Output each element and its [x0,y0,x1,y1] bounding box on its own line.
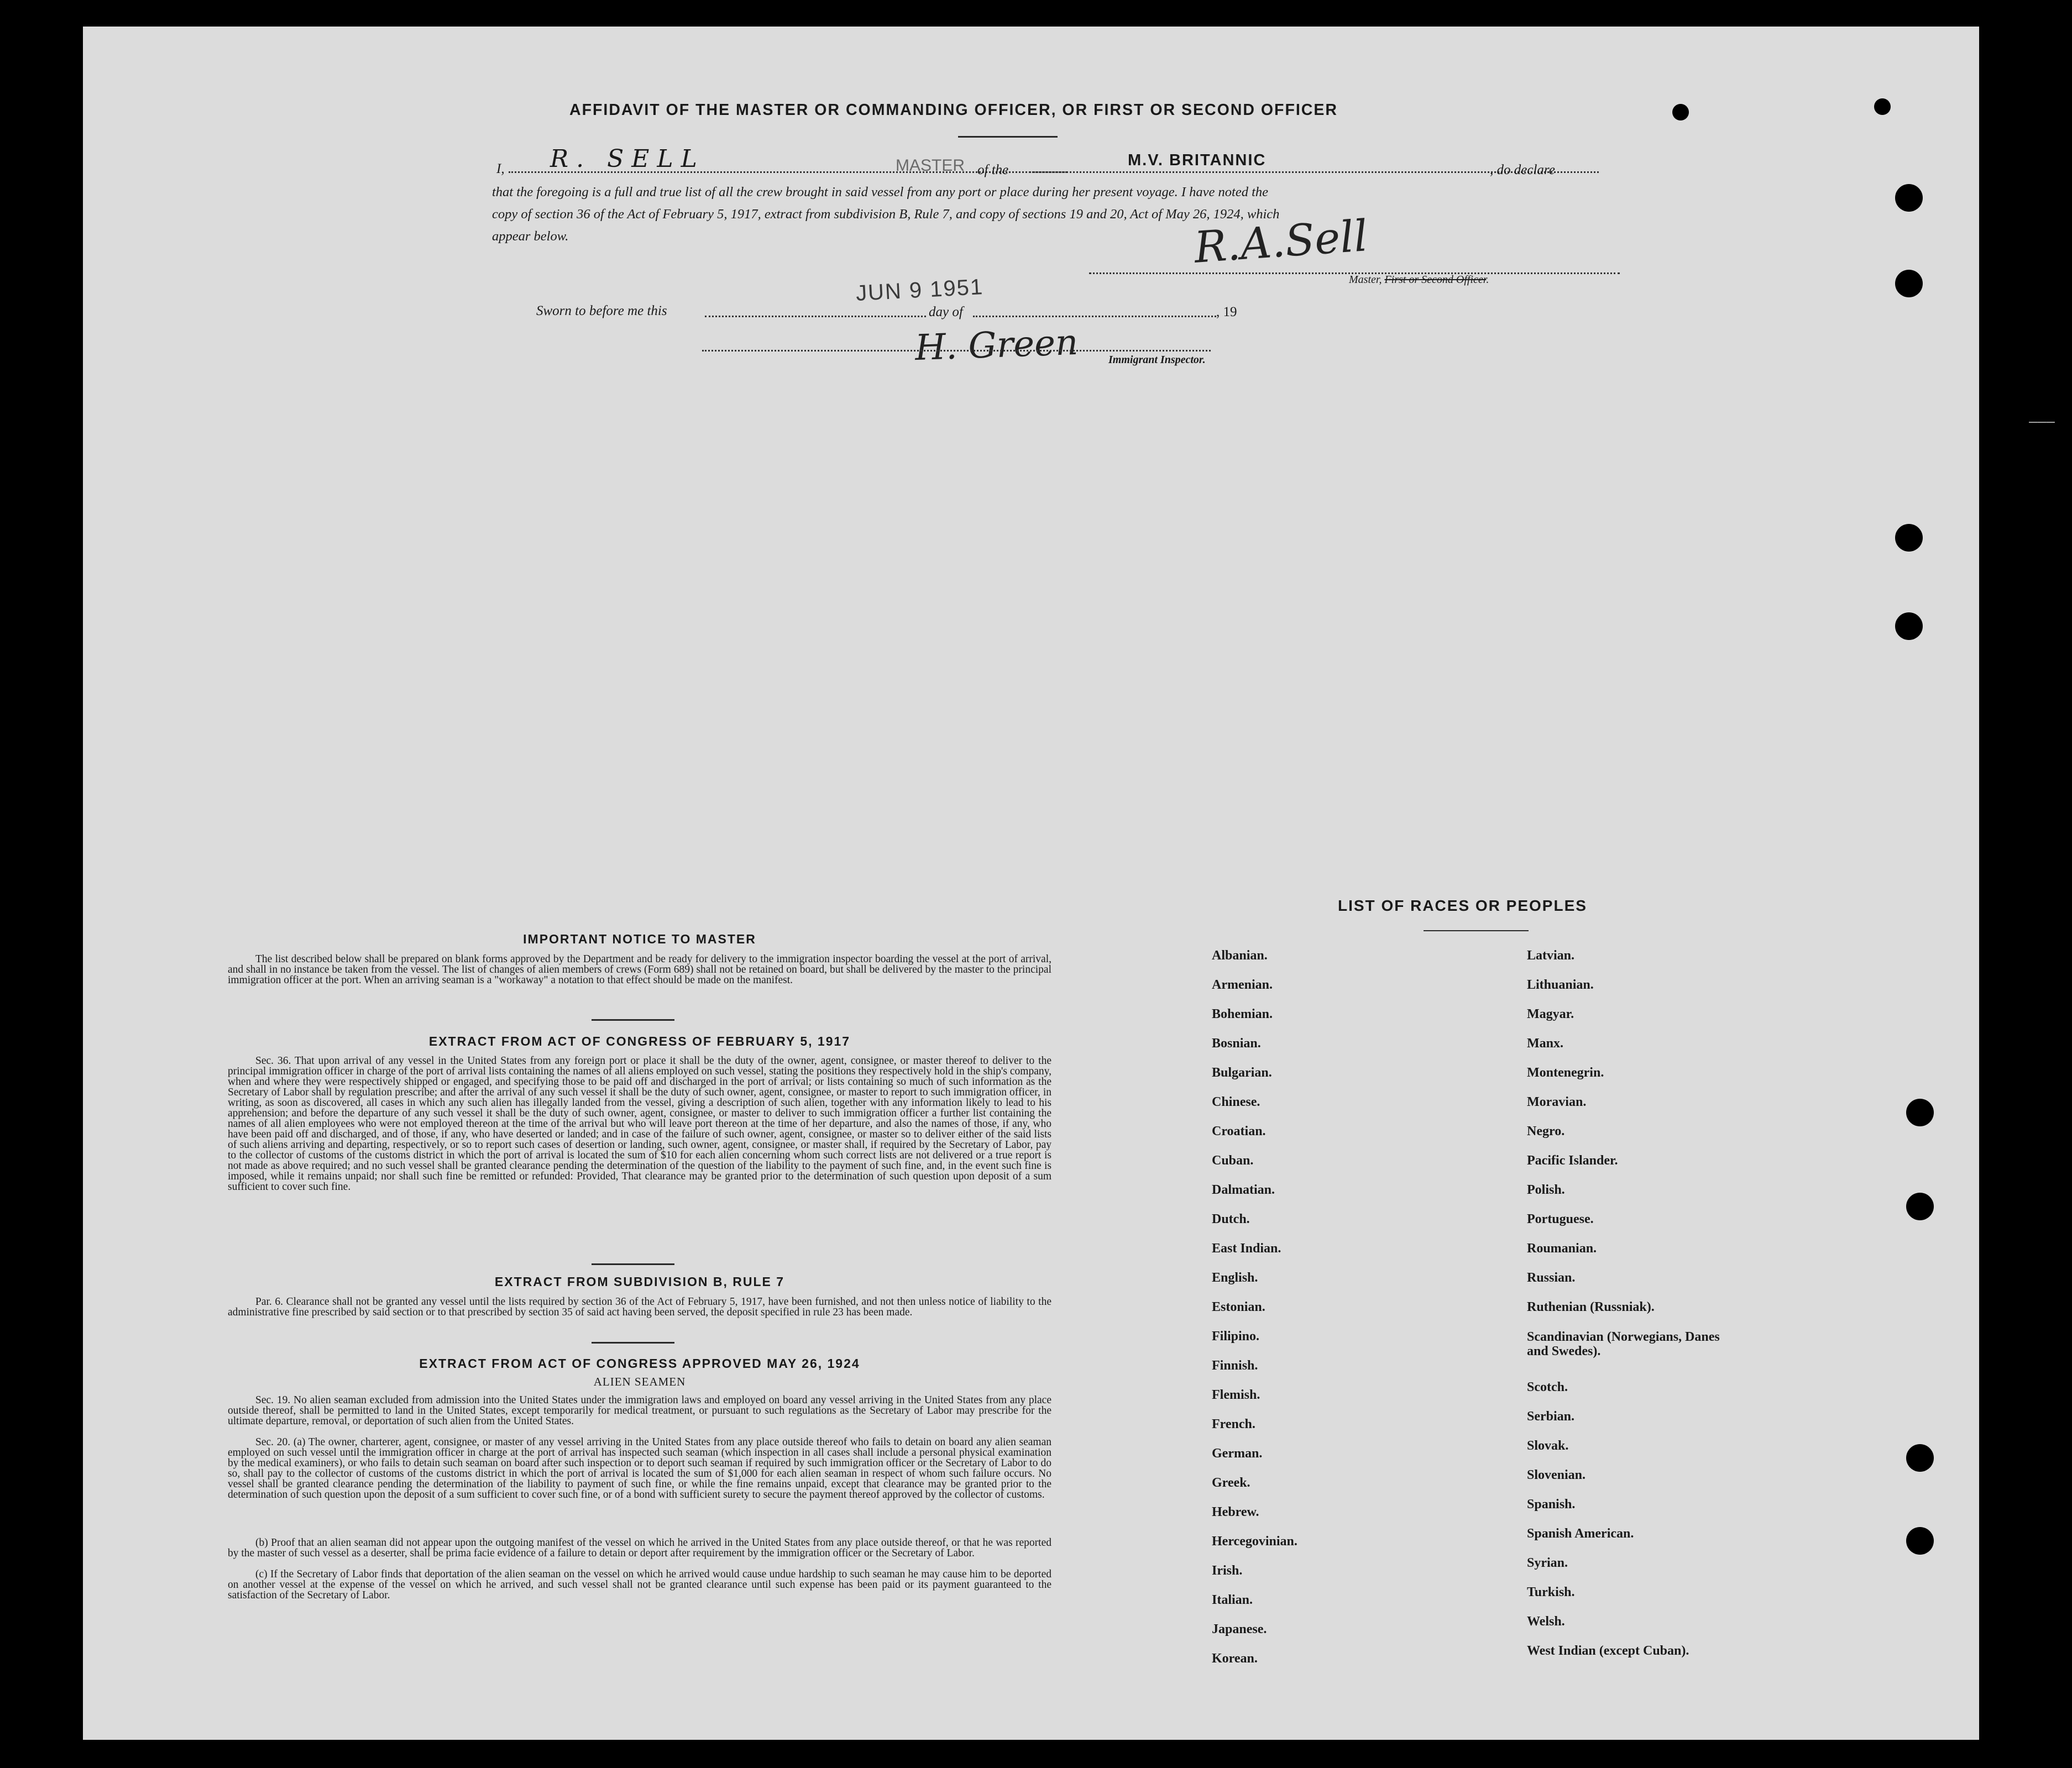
race-item: Bohemian. [1212,1007,1273,1021]
section-36-text: Sec. 36. That upon arrival of any vessel in the United States from any foreign port or place it shall be the duty of the owner, agent, consignee, or master thereof to deliver to the principal immigration officer in charge of the port of arrival lists containing the names of all aliens employed on such vessel, stating the positions they respectively hold in the ship's company, when and where they were respectively shipped or engaged, and specifying those to be paid off and discharged in the port of arrival; or lists containing so much of such information as the Secretary of Labor shall by regulation prescribe; and after the arrival of any such vessel it shall be the duty of such owner, agent, consignee, or master to report to such immigration officer, in writing, as soon as discovered, all cases in which any such alien has illegally landed from the vessel, giving a description of such alien, together with any information likely to lead to his apprehension; and before the departure of any such vessel it shall be the duty of such owner, agent, consignee, or master to deliver to such immigration officer a further list containing the names of all alien employees who were not employed thereon at the time of the arrival but who will leave port thereon at the time of her departure, and also the names of those, if any, who have been paid off and discharged, and of those, if any, who have deserted or landed; and in case of the failure of such owner, agent, consignee, or master so to deliver either of the said lists of such aliens arriving and departing, respectively, or so to report such cases of desertion or landing, such owner, agent, consignee, or master shall, if required by the Secretary of Labor, pay to the collector of customs of the customs district in which the port of arrival is located the sum of $10 for each alien concerning whom such correct lists are not delivered or a true report is not made as above required; and no such vessel shall be granted clearance pending the determination of the question of the liability to the payment of such fine, and, in the event such fine is imposed, while it remains unpaid; nor shall such fine be remitted or refunded: Provided, That clearance may be granted prior to the determination of such question upon deposit of a sum sufficient to cover such fine. [228,1055,1051,1193]
race-item: East Indian. [1212,1241,1281,1256]
race-item: Albanian. [1212,948,1268,963]
alien-seamen-heading: ALIEN SEAMEN [593,1375,686,1388]
section-20c-text: (c) If the Secretary of Labor finds that deportation of the alien seaman on the vessel on which he arrived would cause undue hardship to such seaman he may cause him to be deported on another vessel at the expense of the vessel on which he arrived, and such vessel shall not be granted clearance until such expense has been paid or its payment guaranteed to the satisfaction of the Secretary of Labor. [228,1568,1051,1601]
race-item: Magyar. [1527,1007,1574,1021]
divider-1 [592,1019,674,1021]
punch-hole-icon [1672,104,1689,120]
section-20b-text: (b) Proof that an alien seaman did not appear upon the outgoing manifest of the vessel on which he arrived in the United States from any place outside thereof, or that he was reported by the master of such vessel as a deserter, shall be prima facie evidence of a failure to detain or deport after requirement by the immigration officer or the Secretary of Labor. [228,1537,1051,1559]
master-caption-period: . [1486,274,1489,286]
race-item: Portuguese. [1527,1212,1594,1226]
vessel-name: M.V. BRITANNIC [1128,151,1267,169]
race-item: Syrian. [1527,1556,1568,1570]
race-item: Estonian. [1212,1300,1265,1314]
race-item: Lithuanian. [1527,978,1594,992]
rank-stamp: MASTER [896,156,965,175]
section-19-text: Sec. 19. No alien seaman excluded from admission into the United States under the immigration laws and employed on board any vessel arriving in the United States from any place outside thereof, shall be permitted to land in the United States, except temporarily for medical treatment, or pursuant to such regulations as the Secretary of Labor may prescribe for the ultimate departure, removal, or deportation of such alien from the United States. [228,1394,1051,1427]
affidavit-line-4: appear below. [492,229,569,244]
race-item: English. [1212,1271,1258,1285]
race-item: Italian. [1212,1593,1253,1607]
master-caption-rank: Master, [1349,274,1382,286]
races-left-column [1212,941,1297,1673]
race-item: Russian. [1527,1271,1576,1285]
race-item: Serbian. [1527,1409,1575,1424]
race-item: Negro. [1527,1124,1565,1139]
race-item: Slovenian. [1527,1468,1586,1482]
race-item: Armenian. [1212,978,1273,992]
sworn-day-blank [705,316,926,317]
of-the-label: of the [977,162,1009,177]
date-stamp: JUN 9 1951 [855,274,985,306]
affidavit-i-label: I, [496,161,505,176]
master-caption-struck: First or Second Officer [1384,274,1487,286]
rule-7-title: EXTRACT FROM SUBDIVISION B, RULE 7 [494,1274,785,1289]
divider-3 [592,1342,674,1344]
affidavit-title: AFFIDAVIT OF THE MASTER OR COMMANDING OFFICER, OR FIRST OR SECOND OFFICER [569,101,1338,119]
race-item: Japanese. [1212,1622,1267,1636]
punch-hole-icon [1895,524,1923,552]
notice-body: The list described below shall be prepared on blank forms approved by the Department and be ready for delivery to the immigration inspector boarding the vessel at the port of arrival, and shall in no instance be taken from the vessel. The list of changes of alien members of crews (Form 689) shall not be retained on board, but shall be delivered by the master to the principal immigration officer at the port. When an arriving seaman is a "workaway" a notation to that effect should be made on the manifest. [228,953,1051,986]
race-item: Scotch. [1527,1380,1568,1394]
race-item: Croatian. [1212,1124,1266,1139]
race-item: Slovak. [1527,1439,1569,1453]
act-1924-title: EXTRACT FROM ACT OF CONGRESS APPROVED MAY 26, 1924 [419,1356,860,1371]
punch-hole-icon [1906,1527,1934,1555]
race-item: Hercegovinian. [1212,1534,1297,1549]
race-item: Pacific Islander. [1527,1153,1618,1168]
sworn-label: Sworn to before me this [536,303,667,318]
race-item: Cuban. [1212,1153,1254,1168]
race-item: Filipino. [1212,1329,1260,1344]
day-of-label: day of [929,305,963,319]
punch-hole-icon [1906,1193,1934,1220]
inspector-caption: Immigrant Inspector. [1108,354,1206,366]
race-item: Scandinavian (Norwegians, Danes and Swedes). [1527,1330,1720,1358]
manifest-page: ——— AFFIDAVIT OF THE MASTER OR COMMANDING OFFICER, OR FIRST OR SECOND OFFICER I, R. SELL MASTER of the M.V. BRITANNIC , do declare that the foregoing is a full and true list of all the crew brought in said vessel from any port or place during her present voyage. I have noted the copy of section 36 of the Act of February 5, 1917, extract from subdivision B, Rule 7, and copy of sections 19 and 20, Act of May 26, 1924, which appear below. R.A.Sell Master, First or Second Officer. Sworn to before me this JUN 9 1951 day of , 19 H. Green Immigrant Inspector. IMPORTANT NOTICE TO MASTER The list described below shall be prepared on blank forms approved by the Department and be ready for delivery to the immigration inspector boarding the vessel at the port of arrival, and shall in no instance be taken from the vessel. The list of changes of alien members of crews (Form 689) shall not be retained on board, but shall be delivered by the master to the principal immigration officer at the port. When an arriving seaman is a "workaway" a notation to that effect should be made on the manifest. EXTRACT FROM ACT OF CONGRESS OF FEBRUARY 5, 1917 Sec. 36. That upon arrival of any vessel in the United States from any foreign port or place it shall be the duty of the owner, agent, consignee, or master thereof to deliver to the principal immigration officer in charge of the port of arrival lists containing the names of all aliens employed on such vessel, stating the positions they respectively hold in the ship's company, when and where they were respectively shipped or engaged, and specifying those to be paid off and discharged in the port of arrival; or lists containing so much of such information as the Secretary of Labor shall by regulation prescribe; and after the arrival of any such vessel it shall be the duty of such owner, agent, consignee, or master to report to such immigration officer, in writing, as soon as discovered, all cases in which any such alien has illegally landed from the vessel, giving a description of such alien, together with any information likely to lead to his apprehension; and before the departure of any such vessel it shall be the duty of such owner, agent, consignee, or master to deliver to such immigration officer a further list containing the names of all alien employees who were not employed thereon at the time of the arrival but who will leave port thereon at the time of her departure, and also the names of those, if any, who have been paid off and discharged, and of those, if any, who have deserted or landed; and in case of the failure of such owner, agent, consignee, or master so to deliver either of the said lists of such aliens arriving and departing, respectively, or so to report such cases of desertion or landing, such owner, agent, consignee, or master shall, if required by the Secretary of Labor, pay to the collector of customs of the customs district in which the port of arrival is located the sum of $10 for each alien concerning whom such correct lists are not delivered or a true report is not made as above required; and no such vessel shall be granted clearance pending the determination of the question of the liability to the payment of such fine, and, in the event such fine is imposed, while it remains unpaid; nor shall such fine be remitted or refunded: Provided, That clearance may be granted prior to the determination of such question upon deposit of a sum sufficient to cover such fine. EXTRACT FROM SUBDIVISION B, RULE 7 Par. 6. Clearance shall not be granted any vessel until the lists required by section 36 of the Act of February 5, 1917, have been furnished, and not then unless notice of liability to the administrative fine prescribed by said section or to that prescribed by section 35 of said act having been served, the deposit specified in rule 23 has been made. EXTRACT FROM ACT OF CONGRESS APPROVED MAY 26, 1924 ALIEN SEAMEN Sec. 19. No alien seaman excluded from admission into the United States under the immigration laws and employed on board any vessel arriving in the United States from any place outside thereof, shall be permitted to land in the United States, except temporarily for medical treatment, or pursuant to such regulations as the Secretary of Labor may prescribe for the ultimate departure, removal, or deportation of such alien from the United States. Sec. 20. (a) The owner, charterer, agent, consignee, or master of any vessel arriving in the United States from any place outside thereof who fails to detain on board any alien seaman employed on such vessel until the immigration officer in charge at the port of arrival has inspected such seaman (which inspection in all cases shall include a personal physical examination by the medical examiners), or who fails to detain such seaman on board after such inspection or to deport such seaman if required by such immigration officer or the Secretary of Labor to do so, shall pay to the collector of customs of the customs district in which the port of arrival is located the sum of $1,000 for each alien seaman in respect of whom such failure occurs. No vessel shall be granted clearance pending the determination of the liability to payment of such fine, or while the fine remains unpaid, except that clearance may be granted prior to the determination of such question upon the deposit of a sum sufficient to cover such fine, or of a bond with sufficient surety to secure the payment thereof approved by the collector of customs. (b) Proof that an alien seaman did not appear upon the outgoing manifest of the vessel on which he arrived in the United States from any place outside thereof, or that he was reported by the master of such vessel as a deserter, shall be prima facie evidence of a failure to detain or deport after requirement by the immigration officer or the Secretary of Labor. (c) If the Secretary of Labor finds that deportation of the alien seaman on the vessel on which he arrived would cause undue hardship to such seaman he may cause him to be deported on another vessel at the expense of the vessel on which he arrived, and such vessel shall not be granted clearance until such expense has been paid or its payment guaranteed to the satisfaction of the Secretary of Labor. LIST OF RACES OR PEOPLES Albanian. Armenian. Bohemian. Bosnian. Bulgarian. Chinese. Croatian. Cuban. Dalmatian. Dutch. East Indian. English. Estonian. Filipino. Finnish. Flemish. French. German. Greek. Hebrew. Hercegovinian. Irish. Italian. Japanese. Korean. Latvian. Lithuanian. Magyar. Manx. Montenegrin. Moravian. Negro. Pacific Islander. Polish. Portuguese. Roumanian. Russian. Ruthenian (Russniak). Scandinavian (Norwegians, Danes and Swedes). Scotch. Serbian. Slovak. Slovenian. Spanish. Spanish American. Syrian. Turkish. Welsh. West Indian (except Cuban). [83,27,1979,1740]
punch-hole-icon [1895,612,1923,640]
officer-name: R. SELL [550,145,705,173]
rule-7-text: Par. 6. Clearance shall not be granted any vessel until the lists required by section 36 of the Act of February 5, 1917, have been furnished, and not then unless notice of liability to the administrative fine prescribed by said section or to that prescribed by section 35 of said act having been served, the deposit specified in rule 23 has been made. [228,1296,1051,1318]
inspector-signature: H. Green [914,322,1079,369]
race-item: Moravian. [1527,1095,1587,1109]
races-title: LIST OF RACES OR PEOPLES [1338,897,1587,914]
master-caption [1349,272,1489,287]
punch-hole-icon [1906,1099,1934,1126]
title-divider [958,136,1058,138]
affidavit-line-3: copy of section 36 of the Act of February 5, 1917, extract from subdivision B, Rule 7, and copy of sections 19 and 20, Act of May 26, 1924, which [492,207,1280,222]
race-item: Spanish. [1527,1497,1576,1512]
race-item: Welsh. [1527,1614,1565,1629]
race-item: West Indian (except Cuban). [1527,1644,1689,1658]
race-item: Greek. [1212,1476,1250,1490]
race-item: Turkish. [1527,1585,1575,1599]
races-right-column [1527,941,1726,1666]
sworn-month-blank [973,316,1216,317]
punch-hole-icon [1906,1444,1934,1472]
race-item: Dutch. [1212,1212,1250,1226]
race-item: Bosnian. [1212,1036,1261,1051]
race-item: Finnish. [1212,1358,1258,1373]
race-item: Roumanian. [1527,1241,1597,1256]
affidavit-line-2: that the foregoing is a full and true list of all the crew brought in said vessel from any port or place during her present voyage. I have noted the [492,185,1269,200]
year-prefix: , 19 [1216,305,1237,319]
race-item: Manx. [1527,1036,1563,1051]
race-item: Korean. [1212,1651,1258,1666]
race-item: French. [1212,1417,1255,1431]
punch-hole-icon [1874,98,1891,115]
race-item: Montenegrin. [1527,1066,1604,1080]
race-item: Flemish. [1212,1388,1260,1402]
race-item: Ruthenian (Russniak). [1527,1300,1655,1314]
race-item: Irish. [1212,1564,1243,1578]
race-item: Chinese. [1212,1095,1260,1109]
master-signature: R.A.Sell [1192,211,1369,273]
race-item: German. [1212,1446,1263,1461]
race-item: Latvian. [1527,948,1575,963]
race-item: Bulgarian. [1212,1066,1272,1080]
race-item: Dalmatian. [1212,1183,1275,1197]
section-20a-text: Sec. 20. (a) The owner, charterer, agent, consignee, or master of any vessel arriving in the United States from any place outside thereof who fails to detain on board any alien seaman employed on such vessel until the immigration officer in charge at the port of arrival has inspected such seaman (which inspection in all cases shall include a personal physical examination by the medical examiners), or who fails to detain such seaman on board after such inspection or to deport such seaman if required by such immigration officer or the Secretary of Labor to do so, shall pay to the collector of customs of the customs district in which the port of arrival is located the sum of $1,000 for each alien seaman in respect of whom such failure occurs. No vessel shall be granted clearance pending the determination of the liability to payment of such fine, or while the fine remains unpaid, except that clearance may be granted prior to the determination of such question upon the deposit of a sum sufficient to cover such fine, or of a bond with sufficient surety to secure the payment thereof approved by the collector of customs. [228,1436,1051,1501]
race-item: Hebrew. [1212,1505,1259,1519]
do-declare-label: , do declare [1490,162,1555,177]
races-divider [1424,930,1529,931]
punch-hole-icon [1895,184,1923,212]
divider-2 [592,1263,674,1265]
act-1917-title: EXTRACT FROM ACT OF CONGRESS OF FEBRUARY 5, 1917 [428,1034,851,1048]
race-item: Polish. [1527,1183,1565,1197]
punch-hole-icon [1895,270,1923,297]
race-item: Spanish American. [1527,1526,1634,1541]
notice-title: IMPORTANT NOTICE TO MASTER [523,932,756,946]
inspector-signature-line [702,350,1211,351]
